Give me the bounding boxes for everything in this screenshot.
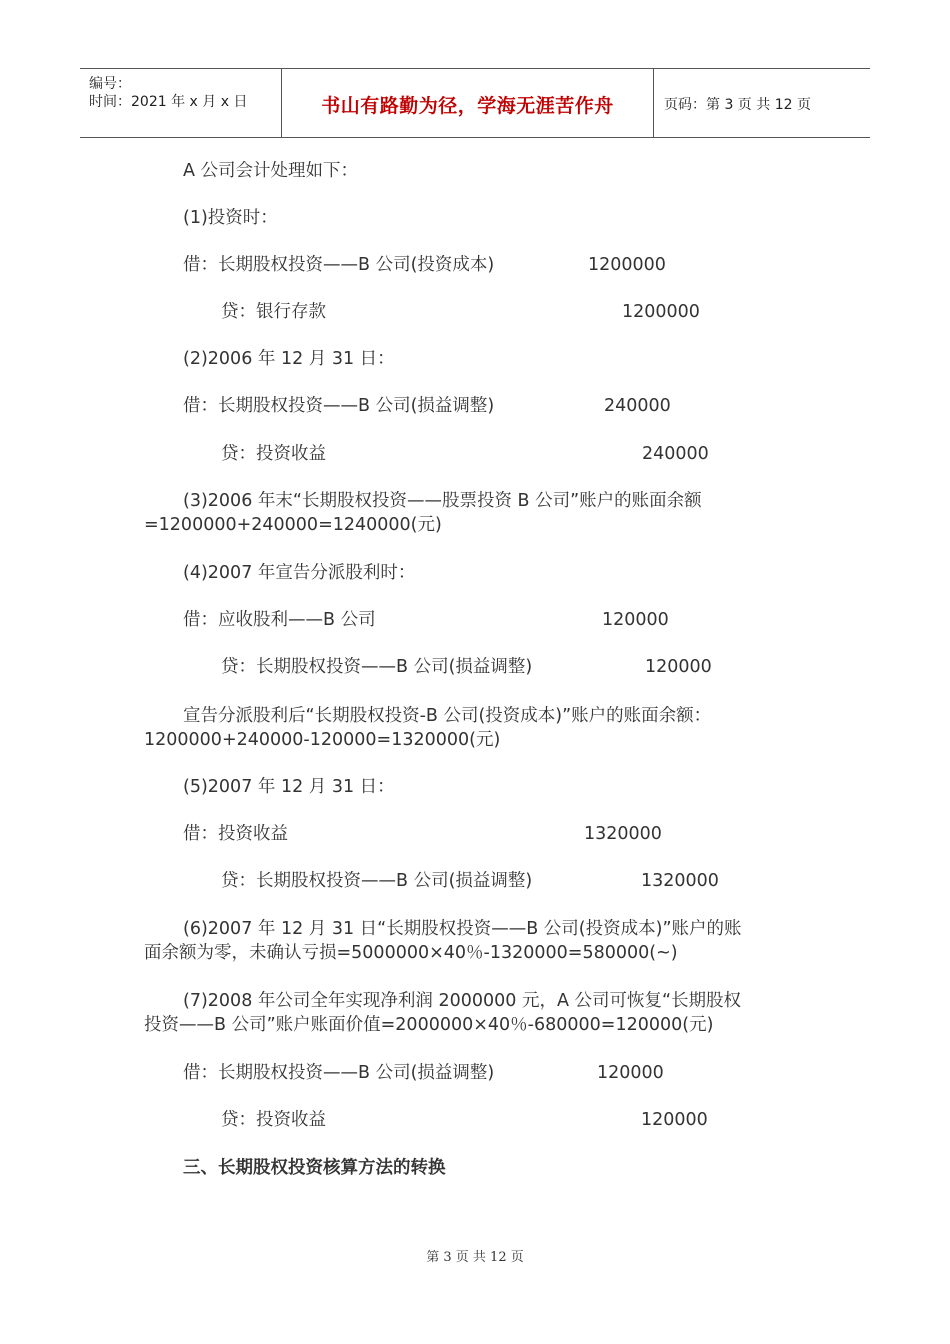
step-7-credit-amount: 120000 (641, 1110, 708, 1130)
step-7-debit: 借：长期股权投资——B 公司(损益调整) (183, 1063, 495, 1083)
step-5-debit-amount: 1320000 (584, 824, 662, 844)
step-2-credit: 贷：投资收益 (221, 444, 326, 464)
step-7-credit: 贷：投资收益 (221, 1110, 326, 1130)
step-5-credit: 贷：长期股权投资——B 公司(损益调整) (221, 871, 533, 891)
step-3-line-1: (3)2006 年末“长期股权投资——股票投资 B 公司”账户的账面余额 (183, 491, 702, 511)
step-4-credit-amount: 120000 (645, 657, 712, 677)
step-7-line-2: 投资——B 公司”账户账面价值=2000000×40％-680000=120000(元) (144, 1015, 714, 1035)
step-6-line-2: 面余额为零，未确认亏损=5000000×40％-1320000=580000(~) (144, 943, 678, 963)
number-label: 编号： (89, 76, 131, 92)
step-2-debit: 借：长期股权投资——B 公司(损益调整) (183, 396, 495, 416)
step-7-line-1: (7)2008 年公司全年实现净利润 2000000 元，A 公司可恢复“长期股权 (183, 991, 742, 1011)
step-4-debit-amount: 120000 (602, 610, 669, 630)
step-2-debit-amount: 240000 (604, 396, 671, 416)
page-header (80, 68, 870, 138)
section-3-heading: 三、长期股权投资核算方法的转换 (183, 1158, 446, 1178)
step-4-credit: 贷：长期股权投资——B 公司(损益调整) (221, 657, 533, 677)
step-1-credit: 贷：银行存款 (221, 302, 326, 322)
header-motto-cell (282, 69, 654, 137)
step-2-credit-amount: 240000 (642, 444, 709, 464)
step-3-line-2: =1200000+240000=1240000(元) (144, 515, 442, 535)
step-1-debit: 借：长期股权投资——B 公司(投资成本) (183, 255, 495, 275)
step-1-credit-amount: 1200000 (622, 302, 700, 322)
page-footer: 第 3 页 共 12 页 (426, 1250, 524, 1265)
time-label: 时间：2021 年 x 月 x 日 (89, 94, 248, 110)
motto: 书山有路勤为径，学海无涯苦作舟 (321, 95, 614, 117)
step-4-note-line-2: 1200000+240000-120000=1320000(元) (144, 730, 501, 750)
step-7-debit-amount: 120000 (597, 1063, 664, 1083)
step-5-debit: 借：投资收益 (183, 824, 288, 844)
header-page-cell (654, 69, 870, 137)
header-page-info: 页码：第 3 页 共 12 页 (664, 97, 811, 113)
step-2-title: (2)2006 年 12 月 31 日： (183, 349, 395, 369)
step-1-debit-amount: 1200000 (588, 255, 666, 275)
intro-text: A 公司会计处理如下： (183, 161, 359, 181)
step-4-note-line-1: 宣告分派股利后“长期股权投资-B 公司(投资成本)”账户的账面余额： (183, 706, 712, 726)
step-4-debit: 借：应收股利——B 公司 (183, 610, 376, 630)
header-meta-cell (80, 69, 282, 137)
step-5-credit-amount: 1320000 (641, 871, 719, 891)
step-6-line-1: (6)2007 年 12 月 31 日“长期股权投资——B 公司(投资成本)”账户的账 (183, 919, 742, 939)
step-1-title: (1)投资时： (183, 208, 278, 228)
step-4-title: (4)2007 年宣告分派股利时： (183, 563, 416, 583)
step-5-title: (5)2007 年 12 月 31 日： (183, 777, 395, 797)
